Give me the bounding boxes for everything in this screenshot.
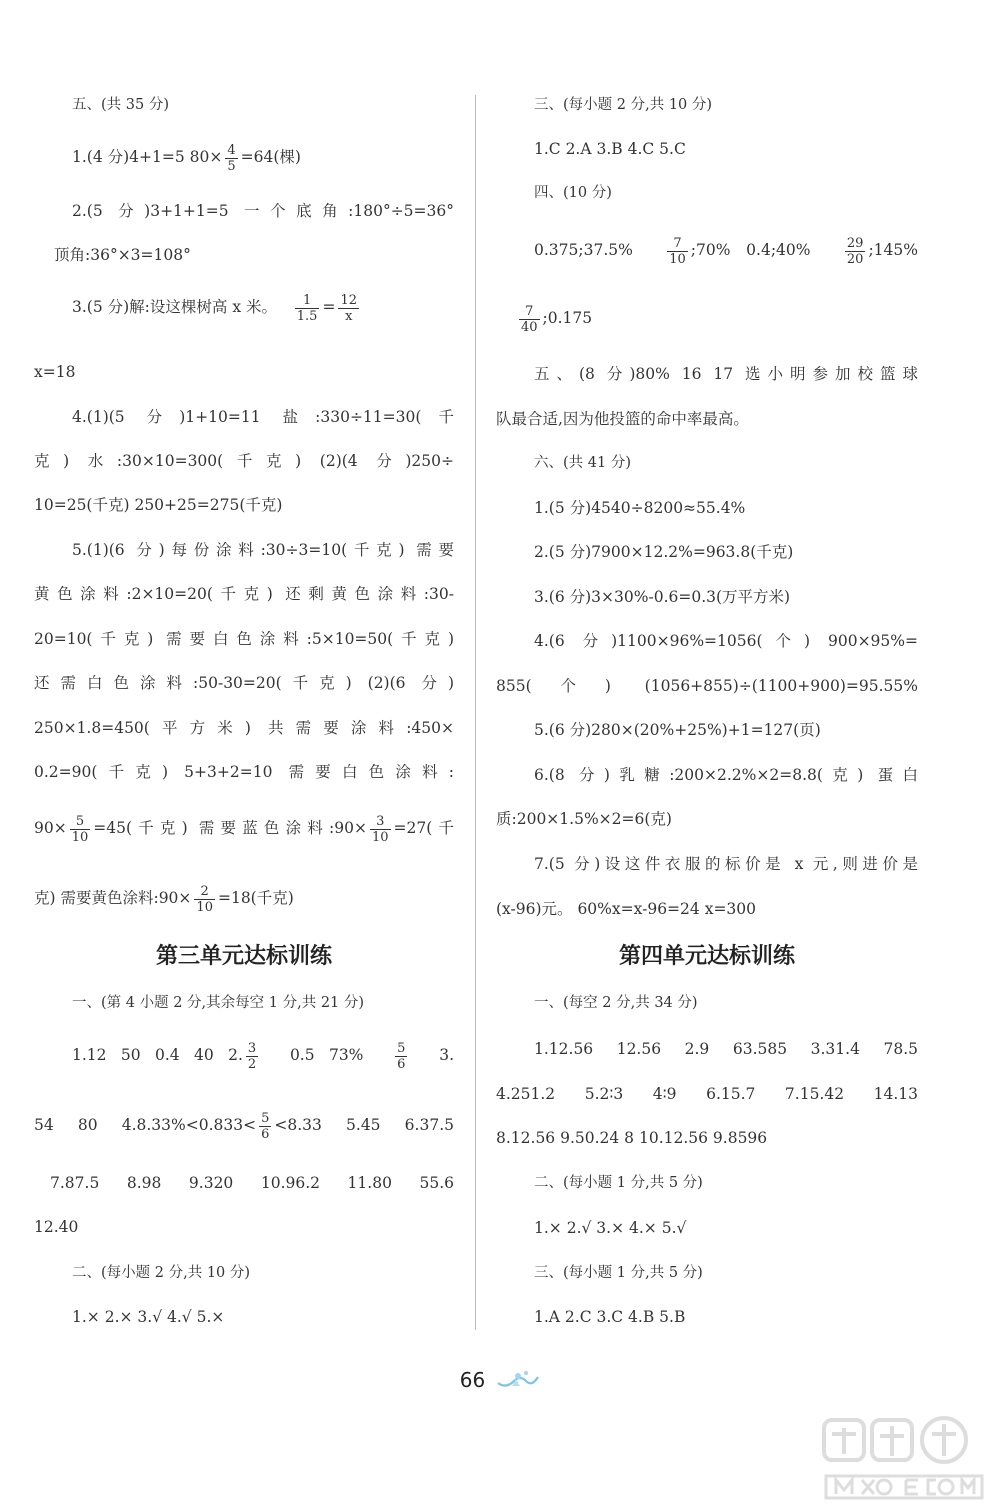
answer-line: 8.12.56 9.50.24 8 10.12.56 9.8596 [496,1129,768,1147]
unit-3-title: 第三单元达标训练 [155,944,332,969]
answer-line: 3.(6 分)3×30%-0.6=0.3(万平方米) [534,588,791,606]
fraction: $\frac{3}{2}$ [247,1040,257,1072]
answer-line: 1.12 50 0.4 40 2. $\frac{3}{2}$ 0.5 73% $\frac{5}{6}$ 3. [72,1040,454,1072]
section-5-heading: 五、(共 35 分) [72,97,169,113]
answer-line: 0.375;37.5% $\frac{7}{10}$ ;70% 0.4;40% $\frac{29}{20}$ ;145% [534,235,918,267]
answer-line: 顶角:36°×3=108° [54,246,191,264]
answer-line: 0.2=90(千克) 5+3+2=10 需要白色涂料: [34,763,454,781]
page-footer [0,1368,1000,1392]
answer-line: 克) 需要黄色涂料:90× $\frac{2}{10}$ =18(千克) [34,883,294,915]
fraction: $\frac{4}{5}$ [227,142,236,174]
section-4-heading: 四、(10 分) [534,185,612,201]
answer-line: 90× $\frac{5}{10}$ =45(千克) 需要蓝色涂料:90× $\frac{3}{10}$ =27(千 [34,813,454,845]
fraction: $\frac{3}{10}$ [371,813,389,845]
unit-3-section-1-heading: 一、(第 4 小题 2 分,其余每空 1 分,共 21 分) [72,995,365,1011]
answer-line: 5.(6 分)280×(20%+25%)+1=127(页) [534,721,821,739]
answer-line: 1.C 2.A 3.B 4.C 5.C [534,140,686,158]
answer-line: 2.(5 分)3+1+1=5 一个底角:180°÷5=36° [72,202,454,220]
answer-line: 1.12.56 12.56 2.9 63.585 3.31.4 78.5 [534,1040,918,1058]
answer-line: 1.(5 分)4540÷8200≈55.4% [534,499,746,517]
answer-line: 1.A 2.C 3.C 4.B 5.B [534,1308,686,1326]
answer-line: 4.251.2 5.2∶3 4∶9 6.15.7 7.15.42 14.13 [496,1085,918,1103]
answer-line: 4.(1)(5 分)1+10=11 盐:330÷11=30(千 [72,408,454,426]
answer-line: 10=25(千克) 250+25=275(千克) [34,496,283,514]
answer-line: 黄色涂料:2×10=20(千克) 还剩黄色涂料:30- [34,585,454,603]
fraction: $\frac{1}{1.5}$ [296,292,318,324]
answer-line: 4.(6 分)1100×96%=1056(个) 900×95%= [534,632,918,650]
answer-line: x=18 [34,363,76,381]
fraction: $\frac{12}{x}$ [340,292,358,324]
fraction: $\frac{2}{10}$ [196,883,213,915]
unit-4-section-1-heading: 一、(每空 2 分,共 34 分) [534,995,698,1011]
answer-line: 3.(5 分)解:设这棵树高 x 米。 $\frac{1}{1.5}$ = $\frac{12}{x}$ [72,292,358,324]
answer-line: 6.(8 分)乳糖:200×2.2%×2=8.8(克) 蛋白 [534,766,918,784]
answer-line: 250×1.8=450(平方米) 共需要涂料:450× [34,719,454,737]
answer-line: 还需白色涂料:50-30=20(千克) (2)(6 分) [34,674,454,692]
unit-4-section-2-heading: 二、(每小题 1 分,共 5 分) [534,1175,703,1191]
answer-line: 12.40 [34,1218,79,1236]
answer-line: 5.(1)(6 分)每份涂料:30÷3=10(千克) 需要 [72,541,454,559]
column-divider [475,95,476,1330]
unit-4-title: 第四单元达标训练 [618,944,795,969]
answer-line: 五、(8 分)80% 16 17 选小明参加校篮球 [534,365,918,383]
fraction: $\frac{29}{20}$ [846,235,864,267]
fraction: $\frac{7}{10}$ [669,235,686,267]
section-3-heading: 三、(每小题 2 分,共 10 分) [534,97,713,113]
answer-line: 1.× 2.√ 3.× 4.× 5.√ [534,1219,687,1237]
answer-line: 7.87.5 8.98 9.320 10.96.2 11.80 55.6 [50,1174,454,1192]
answer-line: 队最合适,因为他投篮的命中率最高。 [496,410,749,428]
answer-line: 质:200×1.5%×2=6(克) [496,810,672,828]
watermark-logo [820,1414,990,1504]
answer-line: 克) 水:30×10=300(千克) (2)(4 分)250÷ [34,452,454,470]
section-6-heading: 六、(共 41 分) [534,455,631,471]
answer-line: 855(个) (1056+855)÷(1100+900)=95.55% [496,677,918,695]
answer-line: 54 80 4.8.33%<0.833< $\frac{5}{6}$ <8.33 5.45 6.37.5 [34,1110,454,1142]
fraction: $\frac{5}{10}$ [71,813,89,845]
fraction: $\frac{7}{40}$ [521,303,538,335]
unit-3-section-2-heading: 二、(每小题 2 分,共 10 分) [72,1265,251,1281]
fraction: $\frac{5}{6}$ [261,1110,270,1142]
answer-line: (x-96)元。 60%x=x-96=24 x=300 [496,900,757,918]
unit-4-section-3-heading: 三、(每小题 1 分,共 5 分) [534,1265,703,1281]
fraction: $\frac{5}{6}$ [397,1040,406,1072]
answer-line: 7.(5 分)设这件衣服的标价是 x 元,则进价是 [534,855,918,873]
answer-line: $\frac{7}{40}$ ;0.175 [521,303,593,335]
answer-line: 2.(5 分)7900×12.2%=963.8(千克) [534,543,794,561]
decorative-ornament-icon [496,1369,540,1391]
page-number: 66 [459,1368,486,1392]
answer-line: 20=10(千克) 需要白色涂料:5×10=50(千克) [34,630,454,648]
answer-line: 1.× 2.× 3.√ 4.√ 5.× [72,1308,225,1326]
answer-line: 1.(4 分)4+1=5 80× $\frac{4}{5}$ =64(棵) [72,142,301,174]
